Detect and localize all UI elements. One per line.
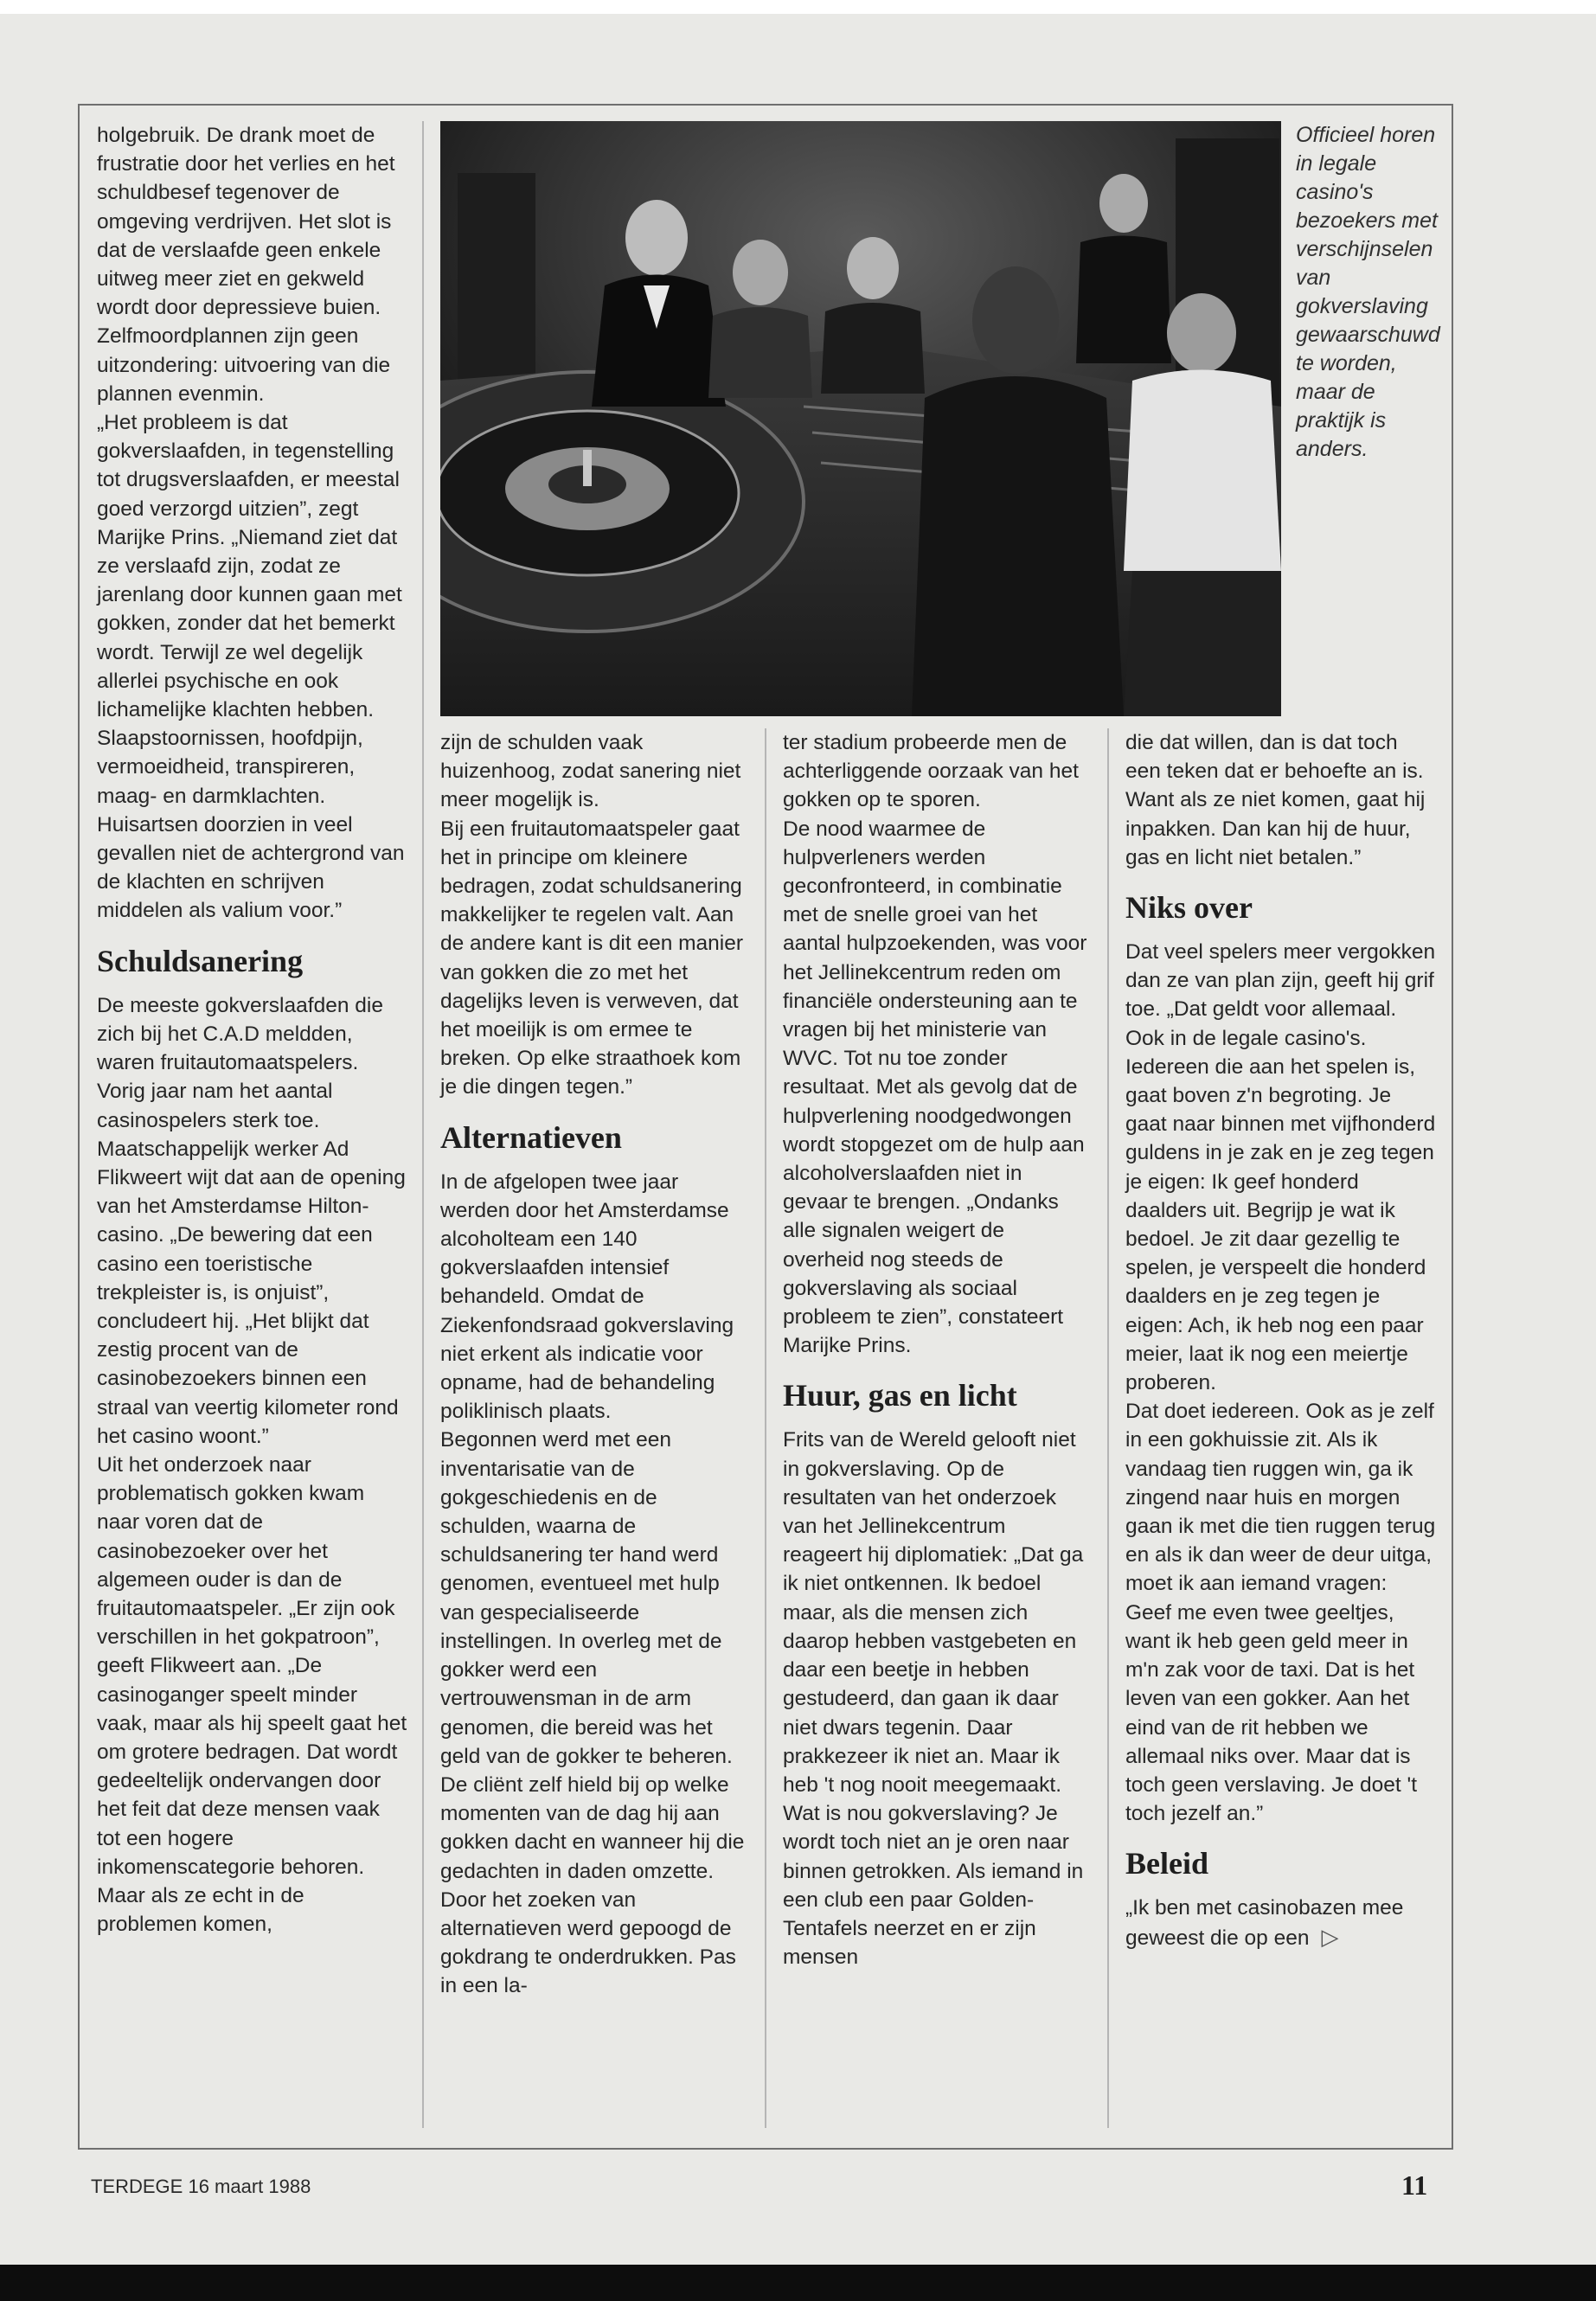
photo-illustration: [440, 121, 1281, 716]
body-paragraph: [1125, 938, 1437, 1397]
body-paragraph: [783, 815, 1090, 1361]
paragraph-text: Dat veel spelers meer vergokken dan ze van plan zijn, geeft hij grif toe. „Dat geldt voor allemaal. Ook in de legale casino's. Iedereen die aan het spelen is, gaat boven z'n begroting. Je gaat naar binnen met vijfhonderd guldens in je zak en je zeg tegen je eigen: Ik geef honderd daalders uit. Begrijp je wat ik bedoel. Je zit daar gezellig te spelen, je verspeelt die honderd daalders en je zeg tegen je eigen: Ach, ik heb nog een paar meier, laat ik nog een meiertje proberen.: [1125, 940, 1436, 1395]
body-paragraph: [440, 1426, 747, 2000]
section-heading-text: Beleid: [1125, 1846, 1208, 1881]
paragraph-text: ter stadium probeerde men de achterliggende oorzaak van het gokken op te sporen.: [783, 731, 1079, 812]
paragraph-text: Uit het onderzoek naar problematisch gokken kwam naar voren dat de casinobezoeker over het algemeen ouder is dan de fruitautomaatspeler. „Er zijn ook verschillen in het gokpatroon”, geeft Flikweert aan. „De casinoganger speelt minder vaak, maar als hij speelt gaat het om grotere bedragen. Dat wordt gedeeltelijk ondervangen door het feit dat deze mensen vaak tot een hogere inkomenscategorie behoren. Maar als ze echt in de problemen komen,: [97, 1452, 407, 1937]
article-column-1: [97, 121, 408, 1939]
body-paragraph: [97, 1451, 408, 1939]
bottom-edge: [0, 2265, 1596, 2301]
body-paragraph: [97, 121, 408, 408]
paragraph-text: Frits van de Wereld gelooft niet in gokverslaving. Op de resultaten van het onderzoek van het Jellinekcentrum reageert hij diplomatiek: „Dat ga ik niet ontkennen. Ik bedoel maar, als die mensen zich daarop hebben vastgebeten en daar een beetje in hebben gestudeerd, dan gaan ik daar niet dwars tegenin. Daar prakkezeer ik niet an. Maar ik heb 't nog nooit meegemaakt.: [783, 1428, 1084, 1797]
section-heading: [440, 1119, 747, 1156]
column-divider-1: [422, 121, 424, 2128]
section-heading-text: Niks over: [1125, 890, 1253, 926]
paragraph-text: Begonnen werd met een inventarisatie van de gokgeschiedenis en de schulden, waarna de schuldsanering ter hand werd genomen, eventueel met hulp van gespecialiseerde instellingen. In overleg met de gokker werd een vertrouwensman in de arm genomen, die bereid was het geld van de gokker te beheren. De cliënt zelf hield bij op welke momenten van de dag hij aan gokken dacht en wanneer hij die gedachten in daden omzette. Door het zoeken van alternatieven werd gepoogd de gokdrang te onderdrukken. Pas in een la-: [440, 1428, 745, 1998]
article-column-3: [783, 728, 1090, 1971]
column-divider-3: [1107, 728, 1109, 2128]
section-heading-text: Huur, gas en licht: [783, 1378, 1017, 1413]
paragraph-text: Dat doet iedereen. Ook as je zelf in een gokhuissie zit. Als ik vandaag tien ruggen win, ga ik zingend naar huis en morgen gaan ik met die tien ruggen terug en als ik dan weer de deur uitga, moet ik aan iemand vragen: Geef me even twee geeltjes, want ik heb geen geld meer in m'n zak voor de taxi. Dat is het leven van een gokker. Aan het eind van de rit hebben we allemaal niks over. Maar dat is toch geen verslaving. Je doet 't toch jezelf an.”: [1125, 1400, 1436, 1826]
publication-date-footer: TERDEGE 16 maart 1988: [91, 2176, 311, 2197]
section-heading: [97, 943, 408, 979]
paragraph-text: zijn de schulden vaak huizenhoog, zodat sanering niet meer mogelijk is.: [440, 731, 741, 812]
section-heading-text: Alternatieven: [440, 1119, 622, 1155]
paragraph-text: Wat is nou gokverslaving? Je wordt toch niet an je oren naar binnen getrokken. Als iemand in een club een paar Golden-Tentafels neerzet en er zijn mensen: [783, 1802, 1084, 1970]
paragraph-text: In de afgelopen twee jaar werden door het Amsterdamse alcoholteam een 140 gokverslaafden intensief behandeld. Omdat de Ziekenfondsraad gokverslaving niet erkent als indicatie voor opname, had de behandeling poliklinisch plaats.: [440, 1170, 734, 1424]
body-paragraph: [1125, 1397, 1437, 1828]
paragraph-text: „Het probleem is dat gokverslaafden, in tegenstelling tot drugsverslaafden, er meestal goed verzorgd uitzien”, zegt Marijke Prins. „Niemand ziet dat ze verslaafd zijn, zodat ze jarenlang door kunnen gaan met gokken, zonder dat het bemerkt wordt. Terwijl ze wel degelijk allerlei psychische en ook lichamelijke klachten hebben. Slaapstoornissen, hoofdpijn, vermoeidheid, transpireren, maag- en darmklachten. Huisartsen doorzien in veel gevallen niet de achtergrond van de klachten en schrijven middelen als valium voor.”: [97, 411, 405, 923]
body-paragraph: [97, 408, 408, 926]
paragraph-text: De nood waarmee de hulpverleners werden geconfronteerd, in combinatie met de snelle groei van het aantal hulpzoekenden, was voor het Jellinekcentrum reden om financiële ondersteuning aan te vragen bij het ministerie van WVC. Tot nu toe zonder resultaat. Met als gevolg dat de hulpverlening noodgedwongen wordt stopgezet om de hulp aan alcoholverslaafden niet in gevaar te brengen. „Ondanks alle signalen weigert de overheid nog steeds de gokverslaving als sociaal probleem te zien”, constateert Marijke Prins.: [783, 817, 1087, 1358]
section-heading: [783, 1377, 1090, 1413]
paragraph-text: die dat willen, dan is dat toch een teken dat er behoefte an is. Want als ze niet komen, gaat hij inpakken. Dan kan hij de huur, gas en licht niet betalen.”: [1125, 731, 1426, 869]
body-paragraph: [783, 728, 1090, 815]
article-column-2: [440, 728, 747, 2001]
paragraph-text: De meeste gokverslaafden die zich bij het C.A.D meldden, waren fruitautomaatspelers. Vorig jaar nam het aantal casinospelers sterk toe. Maatschappelijk werker Ad Flikweert wijt dat aan de opening van het Amsterdamse Hilton-casino. „De bewering dat een casino een toeristische trekpleister is, is onjuist”, concludeert hij. „Het blijkt dat zestig procent van de casinobezoekers binnen een straal van veertig kilometer rond het casino woont.”: [97, 993, 406, 1448]
page-number: 11: [1401, 2170, 1428, 2201]
body-paragraph: [440, 815, 747, 1102]
paragraph-text: holgebruik. De drank moet de frustratie door het verlies en het schuldbesef tegenover de omgeving verdrijven. Het slot is dat de verslaafde geen enkele uitweg meer ziet en gekweld wordt door depressieve buien. Zelfmoordplannen zijn geen uitzondering: uitvoering van die plannen evenmin.: [97, 124, 395, 406]
body-paragraph: [97, 991, 408, 1451]
body-paragraph: [1125, 728, 1437, 872]
top-edge: [0, 0, 1596, 14]
paragraph-text: „Ik ben met casinobazen mee geweest die op een: [1125, 1896, 1404, 1950]
continue-arrow-icon: ▷: [1321, 1923, 1339, 1950]
article-column-4: [1125, 728, 1437, 1952]
body-paragraph: [783, 1799, 1090, 1971]
section-heading: [1125, 889, 1437, 926]
paragraph-text: Bij een fruitautomaatspeler gaat het in principe om kleinere bedragen, zodat schuldsanering makkelijker te regelen valt. Aan de andere kant is dit een manier van gokken die zo met het dagelijks leven is verweven, dat het moeilijk is om ermee te breken. Op elke straathoek kom je die dingen tegen.”: [440, 817, 744, 1099]
photo-caption: [1296, 121, 1445, 464]
body-paragraph: [440, 1168, 747, 1426]
body-paragraph: [440, 728, 747, 815]
body-paragraph: [1125, 1894, 1437, 1952]
casino-roulette-photo: [440, 121, 1281, 716]
section-heading: [1125, 1845, 1437, 1881]
photo-caption-text: Officieel horen in legale casino's bezoekers met verschijnselen van gokverslaving gewaarschuwd te worden, maar de praktijk is anders.: [1296, 123, 1440, 461]
column-divider-2: [765, 728, 766, 2128]
section-heading-text: Schuldsanering: [97, 943, 304, 978]
body-paragraph: [783, 1426, 1090, 1799]
